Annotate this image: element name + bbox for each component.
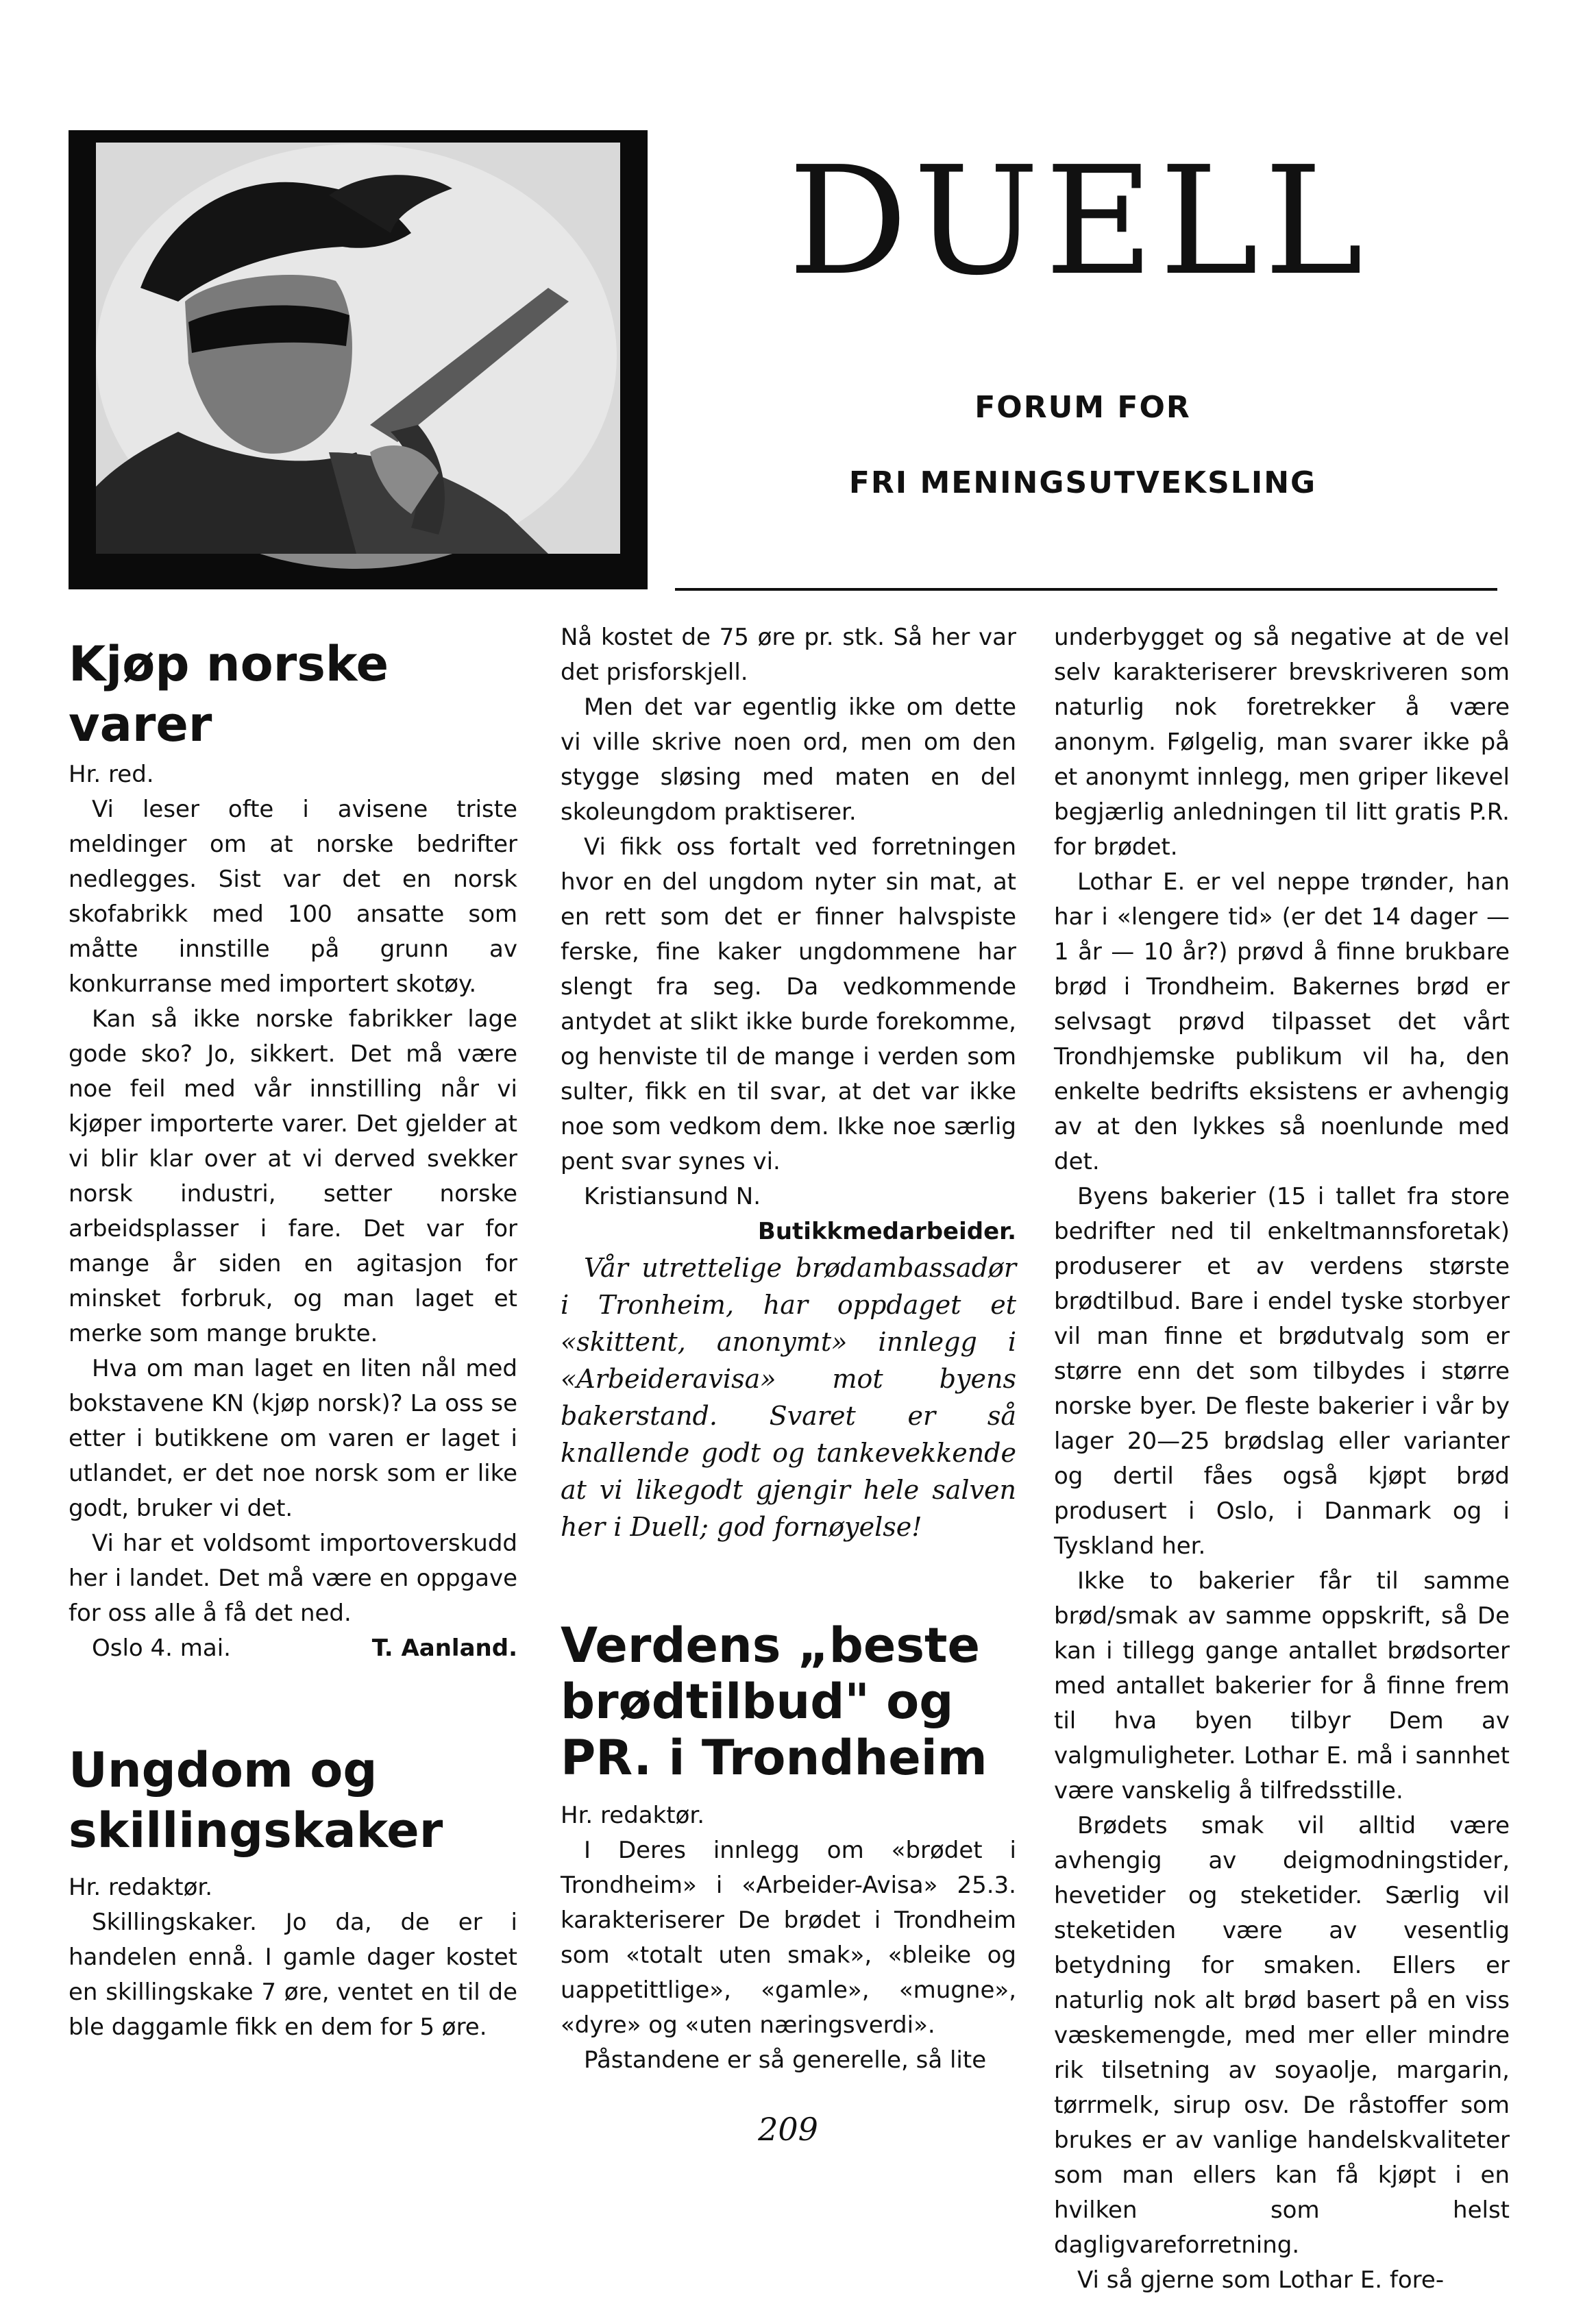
article-paragraph: Brødets smak vil alltid være avhengig av deigmodningstider, hevetider og steketider. Særlig vil steketiden være av vesentlig betydning for smaken. Ellers er naturlig nok alt brød basert på en viss væskemengde, med mer eller mindre rik tilsetning av soyaolje, margarin, tørrmelk, sirup osv. De råstoffer som brukes er av vanlige handelskvaliteter som man ellers kan få kjøpt i en hvilken som helst dagligvareforretning. <box>1054 1812 1510 2259</box>
article-paragraph: Vi har et voldsomt importoverskudd her i landet. Det må være en oppgave for oss alle å få det ned. <box>69 1530 517 1627</box>
article-paragraph: Byens bakerier (15 i tallet fra store bedrifter ned til enkeltmannsforetak) produserer et av verdens største brødtilbud. Bare i endel tyske storbyer vil man finne et brødutvalg som er større enn det som tilbydes i større norske byer. De fleste bakerier i vår by lager 20—25 brødslag eller varianter og dertil fåes også kjøpt brød produsert i Oslo, i Danmark og i Tyskland her. <box>1054 1183 1510 1560</box>
article-signature: T. Aanland. <box>371 1634 517 1662</box>
article-place-date: Oslo 4. mai. <box>92 1634 231 1662</box>
article-paragraph: Ikke to bakerier får til samme brød/smak av samme oppskrift, så De kan i tillegg gange antallet brødsorter med antallet bakerier for å finne frem til hva byen tilbyr Dem av valgmuligheter. Lothar E. må i sannhet være vanskelig å tilfredsstille. <box>1054 1567 1510 1804</box>
page-number: 209 <box>758 2111 818 2148</box>
article-place: Kristiansund N. <box>584 1183 761 1210</box>
editorial-note: Vår utrettelige brødambassadør i Tronheim, har oppdaget et «skittent, anonymt» innlegg i «Arbeideravisa» mot byens bakerstand. Svaret er så knallende godt og tankevekkende at vi likegodt gjengir hele salven her i Duell; god fornøyelse! <box>561 1253 1016 1542</box>
article-heading-ungdom-og-skillingskaker: Ungdom og skillingskaker <box>69 1742 443 1859</box>
article-paragraph: Påstandene er så generelle, så lite <box>584 2046 987 2074</box>
masthead-rule <box>675 588 1497 591</box>
article-heading-kjop-norske-varer: Kjøp norske varer <box>69 636 389 752</box>
article-paragraph: Skillingskaker. Jo da, de er i handelen ennå. I gamle dager kostet en skillingskake 7 øre, ventet en til de ble daggamle fikk en dem for 5 øre. <box>69 1909 517 2041</box>
column-3 <box>1054 620 1510 2298</box>
article-paragraph: Hva om man laget en liten nål med bokstavene KN (kjøp norsk)? La oss se etter i butikkene om varen er laget i utlandet, er det noe norsk som er like godt, bruker vi det. <box>69 1355 517 1522</box>
article-paragraph: underbygget og så negative at de vel selv karakteriserer brevskriveren som naturlig nok foretrekker å være anonym. Følgelig, man svarer ikke på et anonymt innlegg, men griper likevel begjærlig anledningen til litt gratis P.R. for brødet. <box>1054 624 1510 861</box>
article-salutation: Hr. red. <box>69 761 154 788</box>
column-1 <box>69 620 517 2045</box>
masthead-photo <box>69 130 648 589</box>
article-paragraph: Vi leser ofte i avisene triste meldinger om at norske bedrifter nedlegges. Sist var det en norsk skofabrikk med 100 ansatte som måtte innstille på grunn av konkurranse med importert skotøy. <box>69 796 517 998</box>
article-heading-verdens-beste-brodtilbud: Verdens „beste brødtilbud" og PR. i Trondheim <box>561 1617 987 1786</box>
article-paragraph: Vi fikk oss fortalt ved forretningen hvor en del ungdom nyter sin mat, at en rett som det er finner halvspiste ferske, fine kaker ungdommene har slengt fra seg. Da vedkommende antydet at slikt ikke burde forekomme, og henviste til de mange i verden som sulter, fikk en til svar, at det var ikke noe som vedkom dem. Ikke noe særlig pent svar synes vi. <box>561 833 1016 1175</box>
article-salutation: Hr. redaktør. <box>561 1802 705 1829</box>
article-paragraph: Kan så ikke norske fabrikker lage gode sko? Jo, sikkert. Det må være noe feil med vår innstilling når vi kjøper importerte varer. Det gjelder at vi blir klar over at vi derved svekker norsk industri, setter norske arbeidsplasser i fare. Det var for mange år siden en agitasjon for minsket forbruk, og man laget et merke som mange brukte. <box>69 1005 517 1347</box>
article-paragraph: Men det var egentlig ikke om dette vi ville skrive noen ord, men om den stygge sløsing med maten en del skoleungdom praktiserer. <box>561 694 1016 826</box>
column-2 <box>561 620 1016 2078</box>
masthead-title: DUELL <box>788 135 1369 308</box>
article-paragraph: Lothar E. er vel neppe trønder, han har i «lengere tid» (er det 14 dager — 1 år — 10 år?) prøvd å finne brukbare brød i Trondheim. Bakernes brød er selvsagt prøvd tilpasset det vårt Trondhjemske publikum vil ha, den enkelte bedrifts eksistens er avhengig av at den lykkes så noenlunde med det. <box>1054 868 1510 1175</box>
article-paragraph: I Deres innlegg om «brødet i Trondheim» i «Arbeider-Avisa» 25.3. karakteriserer De brødet i Trondheim som «totalt uten smak», «bleike og uappetittlige», «gamle», «mugne», «dyre» og «uten næringsverdi». <box>561 1837 1016 2039</box>
article-paragraph: Nå kostet de 75 øre pr. stk. Så her var det prisforskjell. <box>561 624 1016 686</box>
masthead-subtitle-line2: FRI MENINGSUTVEKSLING <box>848 465 1317 500</box>
article-salutation: Hr. redaktør. <box>69 1874 213 1901</box>
article-paragraph: Vi så gjerne som Lothar E. fore- <box>1077 2266 1445 2294</box>
masthead-subtitle-line1: FORUM FOR <box>974 390 1191 425</box>
article-signature-line <box>69 1631 517 1666</box>
article-signature: Butikkmedarbeider. <box>757 1218 1016 1245</box>
